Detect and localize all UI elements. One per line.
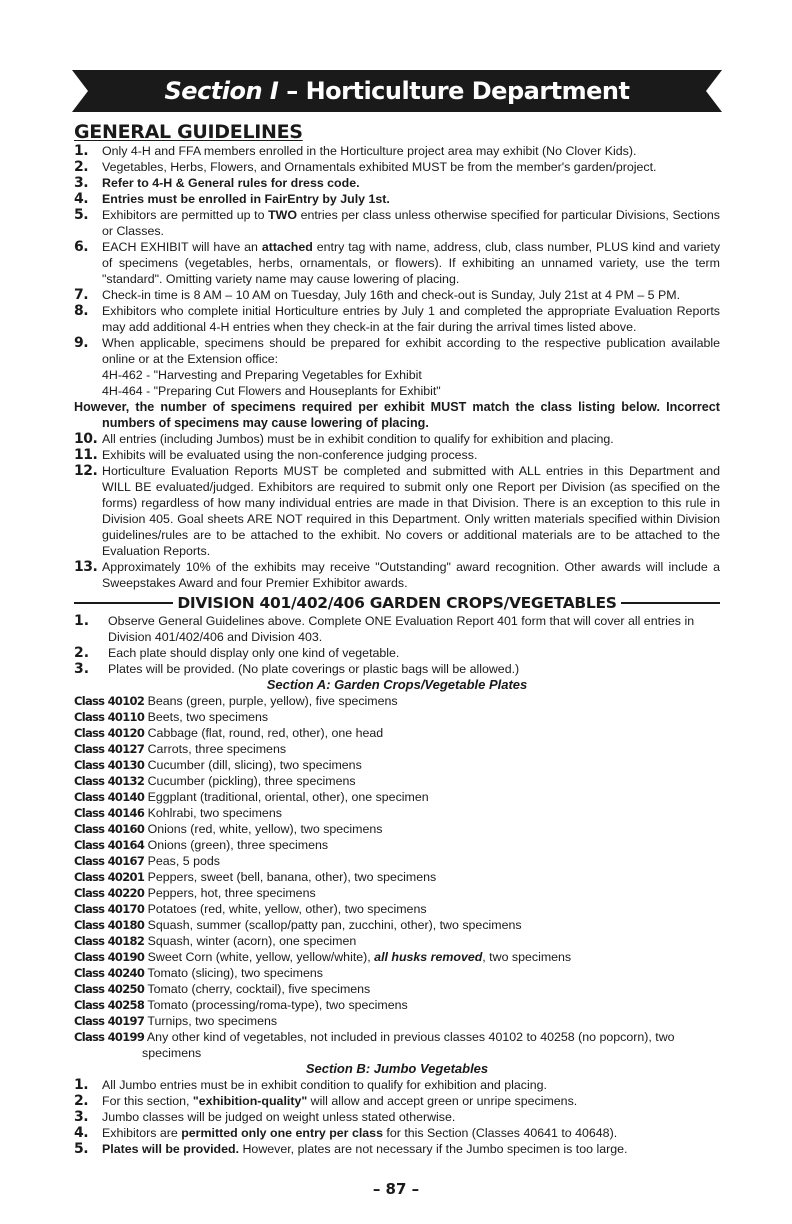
rule-number: 3.	[74, 661, 90, 677]
class-description: Potatoes (red, white, yellow, other), two specimens	[147, 902, 427, 916]
guideline-item	[74, 431, 720, 447]
rule-text: All Jumbo entries must be in exhibit condition to qualify for exhibition and placing.	[102, 1078, 547, 1092]
guideline-item	[74, 559, 720, 591]
general-guidelines-heading: GENERAL GUIDELINES	[74, 121, 303, 143]
class-description: Tomato (slicing), two specimens	[147, 966, 323, 980]
class-number: Class 40201	[74, 870, 145, 884]
guideline-text: All entries (including Jumbos) must be in exhibit condition to qualify for exhibition and placing.	[102, 432, 614, 446]
guideline-number: 3.	[74, 175, 89, 191]
class-number: Class 40167	[74, 854, 145, 868]
class-entry	[74, 853, 720, 869]
rule-text-tail: However, plates are not necessary if the Jumbo specimen is too large.	[239, 1142, 628, 1156]
class-entry	[74, 821, 720, 837]
class-number: Class 40102	[74, 694, 145, 708]
guideline-item	[74, 287, 720, 303]
rule-text-tail: for this Section (Classes 40641 to 40648).	[382, 1126, 618, 1140]
class-description: Turnips, two specimens	[147, 1014, 278, 1028]
guideline-text: Approximately 10% of the exhibits may receive "Outstanding" award recognition. Other awards will include a Sweepstakes Award and four Premier Exhibitor awards.	[102, 560, 720, 590]
class-description: Cabbage (flat, round, red, other), one head	[147, 726, 384, 740]
class-description: Peppers, hot, three specimens	[147, 886, 316, 900]
guideline-item	[74, 303, 720, 335]
rule-number: 3.	[74, 1109, 89, 1125]
rule-bold: Plates will be provided.	[102, 1142, 240, 1156]
class-description: Sweet Corn (white, yellow, yellow/white),	[147, 950, 375, 964]
division-rule	[74, 661, 720, 677]
class-number: Class 40258	[74, 998, 145, 1012]
class-description: Peppers, sweet (bell, banana, other), two specimens	[147, 870, 437, 884]
guideline-text: Check-in time is 8 AM – 10 AM on Tuesday, July 16th and check-out is Sunday, July 21st at 4 PM – 5 PM.	[102, 288, 681, 302]
division-rule	[74, 645, 720, 661]
guideline-item	[74, 239, 720, 287]
guideline-bold: attached	[261, 240, 313, 254]
class-entry	[74, 885, 720, 901]
guideline-text: When applicable, specimens should be prepared for exhibit according to the respective publication available online or at the Extension office:	[102, 336, 720, 366]
class-list	[74, 693, 720, 1061]
class-description: Tomato (cherry, cocktail), five specimens	[147, 982, 371, 996]
jumbo-rule	[74, 1125, 720, 1141]
class-description: Tomato (processing/roma-type), two specimens	[147, 998, 408, 1012]
rule-number: 1.	[74, 1077, 89, 1093]
rule-text: Jumbo classes will be judged on weight unless stated otherwise.	[102, 1110, 456, 1124]
guideline-item	[74, 191, 720, 207]
guideline-number: 5.	[74, 207, 89, 223]
class-number: Class 40190	[74, 950, 145, 964]
jumbo-rules-list	[74, 1077, 720, 1157]
guideline-number: 9.	[74, 335, 89, 351]
rule-number: 2.	[74, 1093, 89, 1109]
class-description: Beans (green, purple, yellow), five specimens	[147, 694, 398, 708]
class-entry	[74, 709, 720, 725]
class-description: Onions (green), three specimens	[147, 838, 329, 852]
guideline-text: EACH EXHIBIT will have an	[102, 240, 262, 254]
publication-reference: 4H-464 - "Preparing Cut Flowers and Houseplants for Exhibit"	[102, 384, 441, 398]
class-entry	[74, 1029, 720, 1061]
class-entry	[74, 981, 720, 997]
general-guidelines-list	[74, 143, 720, 591]
guideline-item	[74, 207, 720, 239]
guideline-number: 8.	[74, 303, 89, 319]
class-description: Peas, 5 pods	[147, 854, 220, 868]
guideline-number: 2.	[74, 159, 89, 175]
class-entry	[74, 997, 720, 1013]
class-description: Any other kind of vegetables, not included in previous classes 40102 to 40258 (no popcorn), two specimens	[142, 1030, 675, 1060]
class-entry	[74, 805, 720, 821]
class-entry	[74, 837, 720, 853]
guideline-item	[74, 335, 720, 399]
class-number: Class 40240	[74, 966, 145, 980]
rule-number: 2.	[74, 645, 90, 661]
division-rules-list	[74, 613, 720, 677]
class-entry	[74, 949, 720, 965]
class-number: Class 40180	[74, 918, 145, 932]
class-number: Class 40132	[74, 774, 145, 788]
section-banner	[72, 70, 722, 112]
division-heading	[74, 593, 720, 613]
class-number: Class 40110	[74, 710, 145, 724]
guideline-item	[74, 175, 720, 191]
class-description: Cucumber (dill, slicing), two specimens	[147, 758, 362, 772]
section-title-number: Section I	[164, 77, 279, 105]
class-number: Class 40164	[74, 838, 145, 852]
guideline-number: 1.	[74, 143, 89, 159]
class-entry	[74, 741, 720, 757]
class-entry	[74, 965, 720, 981]
class-number: Class 40170	[74, 902, 145, 916]
class-number: Class 40160	[74, 822, 145, 836]
guideline-text: Exhibits will be evaluated using the non-conference judging process.	[102, 448, 478, 462]
class-description: Onions (red, white, yellow), two specimens	[147, 822, 383, 836]
guideline-number: 7.	[74, 287, 89, 303]
class-entry	[74, 789, 720, 805]
class-description-tail: , two specimens	[482, 950, 572, 964]
rule-bold: permitted only one entry per class	[181, 1126, 383, 1140]
class-number: Class 40127	[74, 742, 145, 756]
guideline-text: Vegetables, Herbs, Flowers, and Ornamentals exhibited MUST be from the member's garden/project.	[102, 160, 657, 174]
guideline-text: Exhibitors are permitted up to	[102, 208, 269, 222]
guideline-number: 12.	[74, 463, 98, 479]
section-title	[72, 70, 722, 112]
class-entry	[74, 773, 720, 789]
rule-bold: "exhibition-quality"	[192, 1094, 308, 1108]
class-entry	[74, 1013, 720, 1029]
heading-rule-right	[621, 602, 720, 604]
page-number: – 87 –	[372, 1180, 420, 1198]
section-a-heading: Section A: Garden Crops/Vegetable Plates	[266, 677, 528, 692]
class-number: Class 40140	[74, 790, 145, 804]
section-title-text: – Horticulture Department	[278, 77, 630, 105]
class-entry	[74, 725, 720, 741]
rule-text: Each plate should display only one kind of vegetable.	[108, 646, 400, 660]
guideline-text: entries per class unless otherwise specified for particular Divisions, Sections or Classes.	[102, 208, 720, 238]
class-description: Carrots, three specimens	[147, 742, 287, 756]
rule-text: Plates will be provided. (No plate coverings or plastic bags will be allowed.)	[108, 662, 520, 676]
heading-rule-left	[74, 602, 173, 604]
class-description: Kohlrabi, two specimens	[147, 806, 282, 820]
guideline-text: entry tag with name, address, club, class number, PLUS kind and variety of specimens (vegetables, herbs, ornamentals, or flowers). If exhibiting an unnamed variety, use the term "standard". Omitting variety name may cause lowering of placing.	[102, 240, 721, 286]
class-entry	[74, 693, 720, 709]
division-heading-text: DIVISION 401/402/406 GARDEN CROPS/VEGETABLES	[177, 594, 617, 612]
class-description: Squash, winter (acorn), one specimen	[147, 934, 357, 948]
class-entry	[74, 933, 720, 949]
rule-text: For this section,	[102, 1094, 193, 1108]
class-number: Class 40250	[74, 982, 145, 996]
guideline-text: Only 4-H and FFA members enrolled in the Horticulture project area may exhibit (No Clover Kids).	[102, 144, 637, 158]
class-description: Squash, summer (scallop/patty pan, zucchini, other), two specimens	[147, 918, 522, 932]
publication-reference: 4H-462 - "Harvesting and Preparing Vegetables for Exhibit	[102, 368, 422, 382]
rule-text: Exhibitors are	[102, 1126, 182, 1140]
rule-number: 1.	[74, 613, 90, 629]
guideline-number: 4.	[74, 191, 89, 207]
class-number: Class 40146	[74, 806, 145, 820]
class-number: Class 40197	[74, 1014, 145, 1028]
jumbo-rule	[74, 1109, 720, 1125]
guideline-number: 6.	[74, 239, 89, 255]
class-description: Eggplant (traditional, oriental, other), one specimen	[147, 790, 429, 804]
rule-number: 4.	[74, 1125, 89, 1141]
class-entry	[74, 901, 720, 917]
guideline-text: Exhibitors who complete initial Horticulture entries by July 1 and completed the appropriate Evaluation Reports may add additional 4-H entries when they check-in at the fair during the arrival times listed above.	[102, 304, 720, 334]
guideline-text: Entries must be enrolled in FairEntry by July 1st.	[102, 192, 390, 206]
rule-number: 5.	[74, 1141, 89, 1157]
specimen-count-notice: However, the number of specimens required per exhibit MUST match the class listing below. Incorrect numbers of specimens may cause lowering of placing.	[74, 400, 720, 430]
jumbo-rule	[74, 1077, 720, 1093]
guideline-text: Horticulture Evaluation Reports MUST be completed and submitted with ALL entries in this Department and WILL BE evaluated/judged. Exhibitors are required to submit only one Report per Division (as specified on the forms) regardless of how many individual entries are made in that Division. There is an exception to this rule in Division 405. Goal sheets ARE NOT required in this Department. Only written materials specified within Division guidelines/rules are to be attached to the exhibit. No covers or additional materials are to be attached to the Evaluation Reports.	[102, 464, 720, 558]
jumbo-rule	[74, 1093, 720, 1109]
class-emphasis: all husks removed	[374, 950, 483, 964]
class-number: Class 40220	[74, 886, 145, 900]
class-number: Class 40199	[74, 1030, 145, 1044]
class-number: Class 40130	[74, 758, 145, 772]
class-number: Class 40182	[74, 934, 145, 948]
guideline-number: 11.	[74, 447, 98, 463]
class-entry	[74, 869, 720, 885]
class-entry	[74, 917, 720, 933]
class-description: Beets, two specimens	[147, 710, 269, 724]
guideline-item	[74, 143, 720, 159]
section-b-heading: Section B: Jumbo Vegetables	[305, 1061, 489, 1076]
class-entry	[74, 757, 720, 773]
guideline-bold: TWO	[268, 208, 297, 222]
guideline-item	[74, 447, 720, 463]
class-number: Class 40120	[74, 726, 145, 740]
division-rule	[74, 613, 720, 645]
rule-text-tail: will allow and accept green or unripe specimens.	[307, 1094, 578, 1108]
guideline-number: 13.	[74, 559, 98, 575]
guideline-text: Refer to 4-H & General rules for dress code.	[102, 176, 360, 190]
class-description: Cucumber (pickling), three specimens	[147, 774, 356, 788]
rule-text: Observe General Guidelines above. Complete ONE Evaluation Report 401 form that will cover all entries in Division 401/402/406 and Division 403.	[108, 614, 695, 644]
guideline-item	[74, 159, 720, 175]
guideline-item	[74, 463, 720, 559]
document-page	[74, 70, 720, 1157]
jumbo-rule	[74, 1141, 720, 1157]
guideline-number: 10.	[74, 431, 98, 447]
